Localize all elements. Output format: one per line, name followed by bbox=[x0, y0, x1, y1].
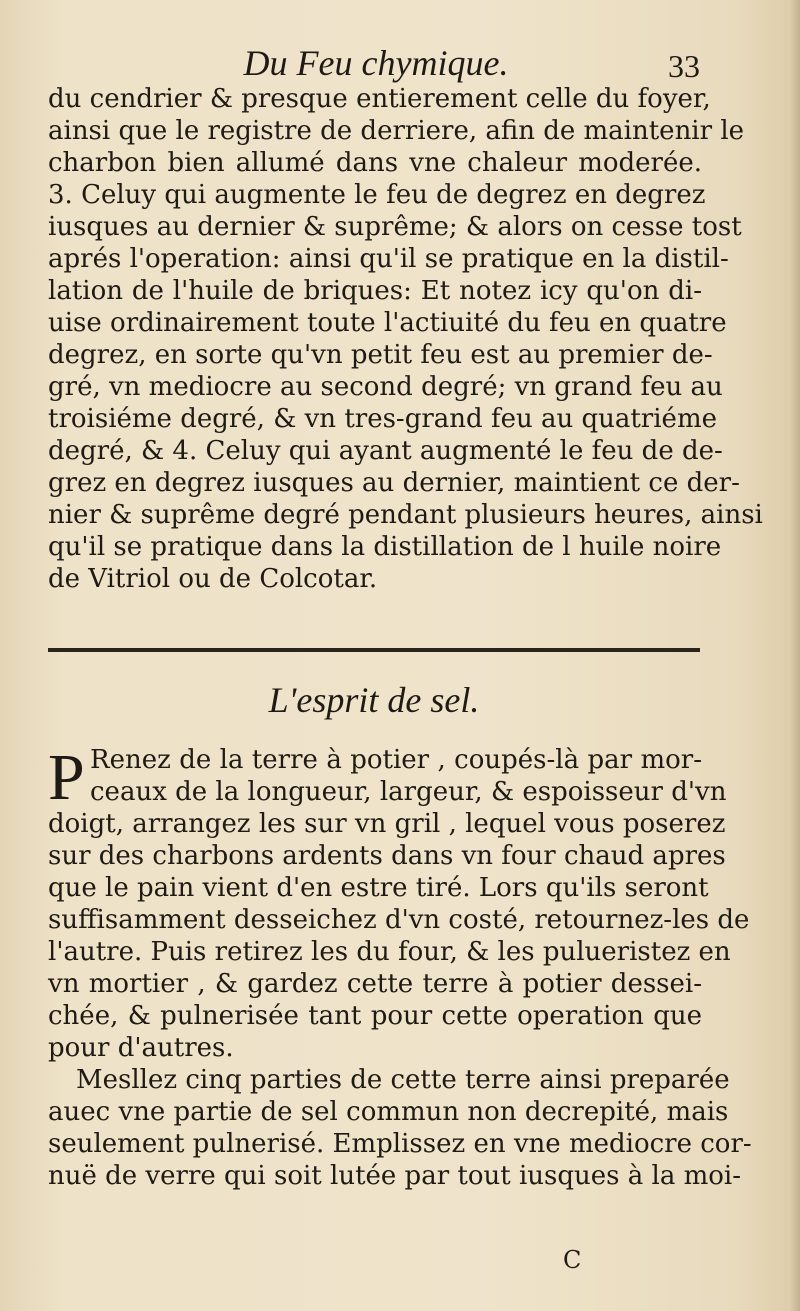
paragraph-fire-degrees bbox=[48, 83, 763, 595]
paragraph-preparation bbox=[48, 741, 752, 1192]
page-number: 33 bbox=[668, 48, 700, 84]
section-divider bbox=[48, 648, 700, 652]
text-line: nuë de verre qui soit lutée par tout iusques à la moi- bbox=[48, 1161, 741, 1191]
text-line: chée, & pulnerisée tant pour cette operation que bbox=[48, 1001, 702, 1031]
text-line: iusques au dernier & suprême; & alors on cesse tost bbox=[48, 212, 742, 242]
text-line: ainsi que le registre de derriere, afin de maintenir le bbox=[48, 116, 745, 146]
text-line: charbon bien allumé dans vne chaleur moderée. bbox=[48, 148, 702, 178]
text-line: l'autre. Puis retirez les du four, & les pulueristez en bbox=[48, 937, 731, 967]
text-line: seulement pulnerisé. Emplissez en vne mediocre cor- bbox=[48, 1129, 752, 1159]
text-line: doigt, arrangez les sur vn gril , lequel vous poserez bbox=[48, 809, 726, 839]
text-line: Mesllez cinq parties de cette terre ainsi preparée bbox=[76, 1065, 730, 1095]
text-line: aprés l'operation: ainsi qu'il se pratique en la distil- bbox=[48, 244, 729, 274]
text-line: ceaux de la longueur, largeur, & espoisseur d'vn bbox=[90, 777, 727, 807]
text-line: Renez de la terre à potier , coupés-là par mor- bbox=[90, 745, 702, 775]
section-title: L'esprit de sel. bbox=[268, 680, 480, 720]
text-line: grez en degrez iusques au dernier, maintient ce der- bbox=[48, 468, 740, 498]
text-line: degré, & 4. Celuy qui ayant augmenté le feu de de- bbox=[48, 436, 723, 466]
text-line: pour d'autres. bbox=[48, 1033, 234, 1063]
text-line: qu'il se pratique dans la distillation de l huile noire bbox=[48, 532, 722, 562]
text-line: nier & suprême degré pendant plusieurs heures, ainsi bbox=[48, 500, 763, 530]
text-line: gré, vn mediocre au second degré; vn grand feu au bbox=[48, 372, 723, 402]
page-header bbox=[48, 40, 704, 86]
text-line: 3. Celuy qui augmente le feu de degrez en degrez bbox=[48, 180, 706, 210]
text-line: de Vitriol ou de Colcotar. bbox=[48, 564, 378, 594]
text-line: suffisamment desseichez d'vn costé, retournez-les de bbox=[48, 905, 750, 935]
text-line: degrez, en sorte qu'vn petit feu est au premier de- bbox=[48, 340, 713, 370]
text-line: troisiéme degré, & vn tres-grand feu au quatriéme bbox=[48, 404, 717, 434]
running-title: Du Feu chymique. bbox=[243, 43, 509, 83]
text-line: lation de l'huile de briques: Et notez icy qu'on di- bbox=[48, 276, 702, 306]
text-line: du cendrier & presque entierement celle du foyer, bbox=[48, 84, 711, 114]
catchword: C bbox=[563, 1246, 582, 1274]
text-line: vn mortier , & gardez cette terre à potier dessei- bbox=[48, 969, 702, 999]
drop-cap: P bbox=[48, 741, 85, 814]
page-edge-shadow bbox=[790, 0, 800, 1311]
text-line: que le pain vient d'en estre tiré. Lors qu'ils seront bbox=[48, 873, 709, 903]
text-line: uise ordinairement toute l'actiuité du feu en quatre bbox=[48, 308, 727, 338]
text-line: auec vne partie de sel commun non decrepité, mais bbox=[48, 1097, 729, 1127]
text-line: sur des charbons ardents dans vn four chaud apres bbox=[48, 841, 726, 871]
